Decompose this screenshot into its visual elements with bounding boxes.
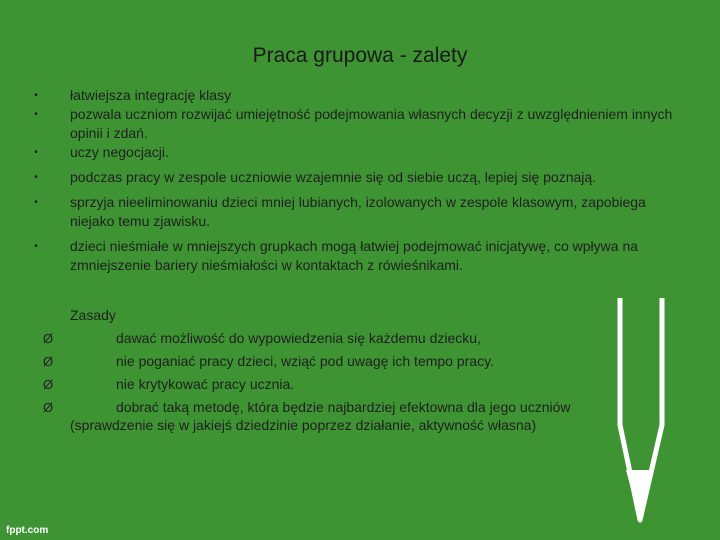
list-item-text: uczy negocjacji.	[70, 144, 169, 160]
rule-item	[30, 327, 690, 350]
slide-title: Praca grupowa - zalety	[252, 44, 468, 67]
arrow-bullet-icon: Ø	[43, 377, 54, 392]
arrow-bullet-icon: Ø	[43, 354, 54, 369]
bullet-icon: •	[34, 172, 38, 183]
rule-item	[30, 396, 690, 419]
list-item	[30, 168, 690, 187]
rule-continuation: (sprawdzenie się w jakiejś dziedzinie poprzez działanie, aktywność własna)	[70, 417, 537, 433]
fppt-logo: fppt.com	[6, 525, 49, 536]
list-item-text: dzieci nieśmiałe w mniejszych grupkach mogą łatwiej podejmować inicjatywę, co wpływa na zmniejszenie bariery nieśmiałości w kontaktach z rówieśnikami.	[70, 238, 639, 273]
bullet-icon: •	[34, 109, 38, 120]
list-item-text: pozwala uczniom rozwijać umiejętność podejmowania własnych decyzji z uwzględnieniem innych opinii i zdań.	[70, 106, 673, 141]
bullet-icon: •	[34, 147, 38, 158]
list-item-text: sprzyja nieeliminowaniu dzieci mniej lubianych, izolowanych w zespole klasowym, zapobiega niejako temu zjawisku.	[70, 194, 646, 229]
rule-text: dobrać taką metodę, która będzie najbardziej efektowna dla jego uczniów	[116, 399, 571, 415]
rules-heading: Zasady	[70, 307, 116, 323]
list-item	[30, 105, 690, 143]
list-item-text: podczas pracy w zespole uczniowie wzajemnie się od siebie uczą, lepiej się poznają.	[70, 169, 597, 185]
list-item	[30, 193, 690, 231]
rules-section	[30, 304, 690, 435]
rule-text: nie krytykować pracy ucznia.	[116, 376, 295, 392]
advantages-list	[30, 86, 690, 275]
arrow-bullet-icon: Ø	[43, 331, 54, 346]
list-item	[30, 86, 690, 105]
rule-item	[30, 373, 690, 396]
rule-text: dawać możliwość do wypowiedzenia się każdemu dziecku,	[116, 330, 481, 346]
list-item	[30, 237, 690, 275]
arrow-bullet-icon: Ø	[43, 400, 54, 415]
list-item-text: łatwiejsza integrację klasy	[70, 87, 232, 103]
rule-text: nie poganiać pracy dzieci, wziąć pod uwagę ich tempo pracy.	[116, 353, 494, 369]
bullet-icon: •	[34, 90, 38, 101]
bullet-icon: •	[34, 197, 38, 208]
list-item	[30, 143, 690, 162]
bullet-icon: •	[34, 241, 38, 252]
rule-item	[30, 350, 690, 373]
